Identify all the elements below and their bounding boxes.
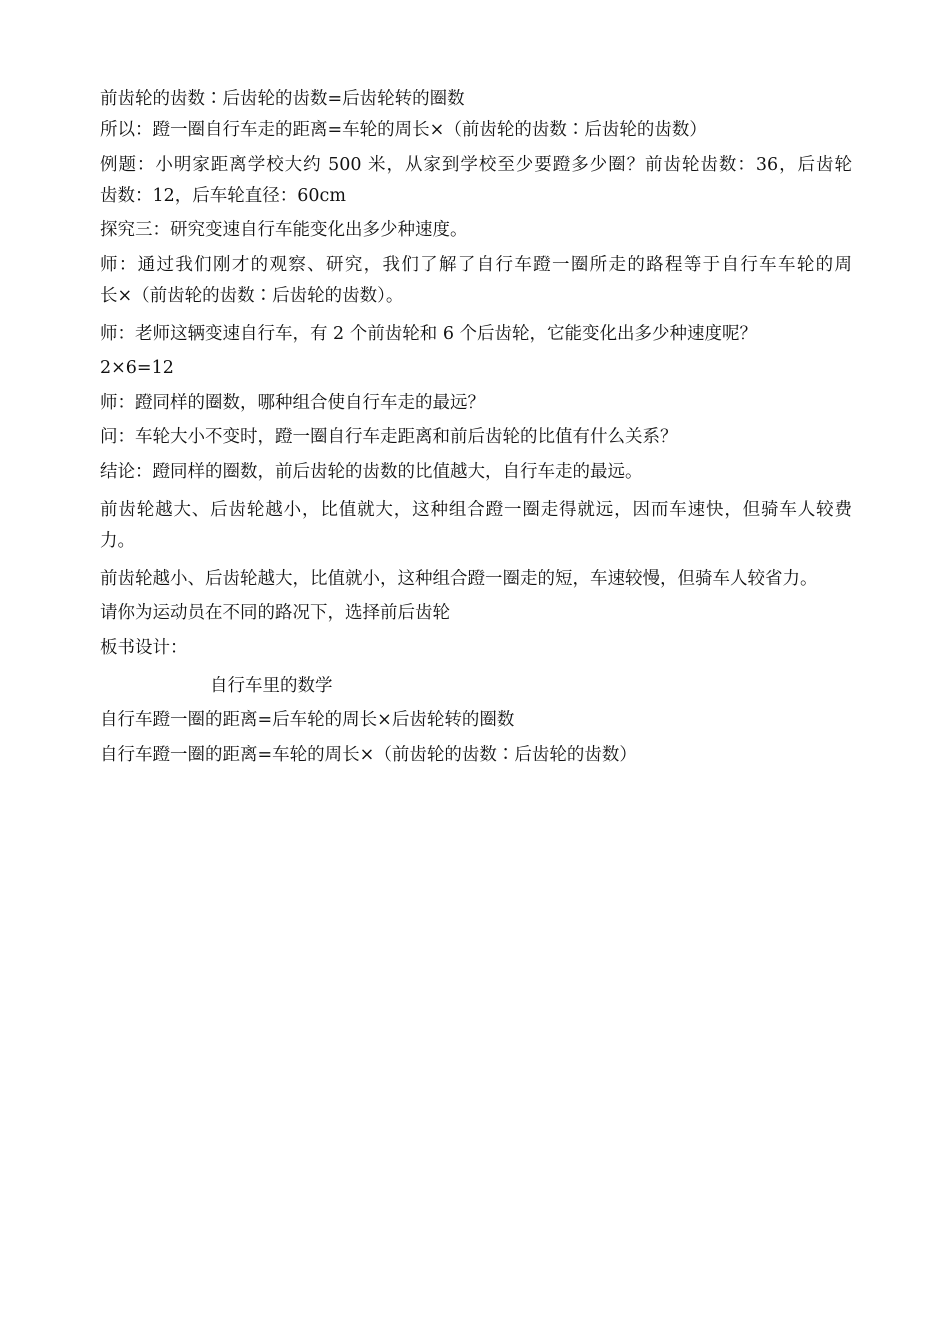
text-line-example-data: 齿数：12，后车轮直径：60cm [100,186,346,206]
text-line-conclusion: 结论：蹬同样的圈数，前后齿轮的齿数的比值越大，自行车走的最远。 [100,462,643,482]
text-line-example-question: 例题：小明家距离学校大约 500 米，从家到学校至少要蹬多少圈？前齿轮齿数：36，后齿轮 [100,155,852,175]
text-line-large-ratio-cont: 力。 [100,531,135,551]
text-line-teacher-summary-cont: 长×（前齿轮的齿数∶后齿轮的齿数）。 [100,286,404,306]
text-line-teacher-combination: 师：蹬同样的圈数，哪种组合使自行车走的最远？ [100,393,485,413]
text-line-board-formula-2: 自行车蹬一圈的距离=车轮的周长×（前齿轮的齿数∶后齿轮的齿数） [100,745,637,765]
text-line-athlete-task: 请你为运动员在不同的路况下，选择前后齿轮 [100,603,450,623]
text-line-question-ratio: 问：车轮大小不变时，蹬一圈自行车走距离和前后齿轮的比值有什么关系？ [100,427,678,447]
text-line-small-ratio: 前齿轮越小、后齿轮越大，比值就小，这种组合蹬一圈走的短，车速较慢，但骑车人较省力。 [100,569,818,589]
text-line-teacher-summary: 师：通过我们刚才的观察、研究，我们了解了自行车蹬一圈所走的路程等于自行车车轮的周 [100,255,852,275]
text-line-board-design: 板书设计： [100,638,188,658]
text-line-board-formula-1: 自行车蹬一圈的距离=后车轮的周长×后齿轮转的圈数 [100,710,515,730]
text-line-calculation: 2×6=12 [100,358,174,378]
text-line-teacher-question: 师：老师这辆变速自行车，有 2 个前齿轮和 6 个后齿轮，它能变化出多少种速度呢？ [100,324,758,344]
document-body [100,84,852,774]
text-line-large-ratio: 前齿轮越大、后齿轮越小，比值就大，这种组合蹬一圈走得就远，因而车速快，但骑车人较费 [100,500,852,520]
text-line-exploration-three: 探究三：研究变速自行车能变化出多少种速度。 [100,220,468,240]
text-line-distance-formula: 所以：蹬一圈自行车走的距离=车轮的周长×（前齿轮的齿数∶后齿轮的齿数） [100,120,707,140]
text-line-board-title: 自行车里的数学 [210,676,333,696]
text-line-gear-ratio: 前齿轮的齿数∶后齿轮的齿数=后齿轮转的圈数 [100,89,465,109]
